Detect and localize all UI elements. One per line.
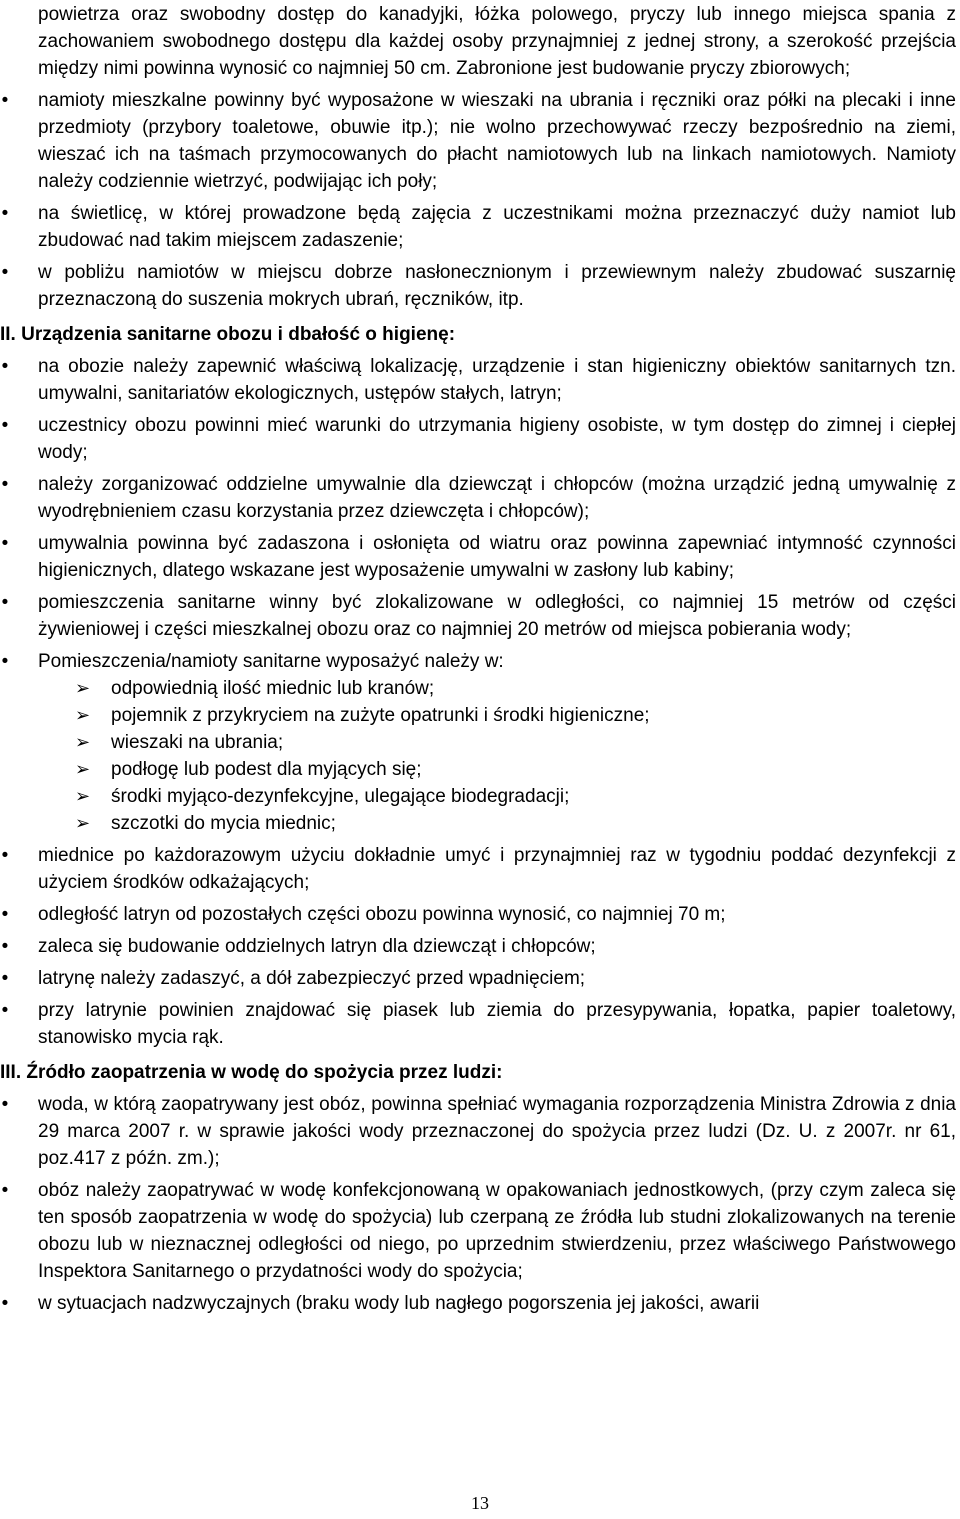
sublist-item: ➢ szczotki do mycia miednic; [111,810,956,837]
list-item-equipment [38,648,956,837]
list-item: • latrynę należy zadaszyć, a dół zabezpieczyć przed wpadnięciem; [38,965,956,992]
list-item: • na obozie należy zapewnić właściwą lokalizację, urządzenie i stan higieniczny obiektów sanitarnych tzn. umywalni, sanitariatów ekologicznych, ustępów stałych, latryn; [38,353,956,407]
list-item: • zaleca się budowanie oddzielnych latryn dla dziewcząt i chłopców; [38,933,956,960]
list-item: • namioty mieszkalne powinny być wyposażone w wieszaki na ubrania i ręczniki oraz półki na plecaki i inne przedmioty (przybory toaletowe, obuwie itp.); nie wolno przechowywać rzeczy bezpośrednio na ziemi, wieszać ich na taśmach przymocowanych do płacht namiotowych lub na linkach namiotowych. Namioty należy codziennie wietrzyć, podwijając ich poły; [38,87,956,195]
list-item: • na świetlicę, w której prowadzone będą zajęcia z uczestnikami można przeznaczyć duży namiot lub zbudować nad takim miejscem zadaszenie; [38,200,956,254]
list-item: • obóz należy zaopatrywać w wodę konfekcjonowaną w opakowaniach jednostkowych, (przy czym zaleca się ten sposób zaopatrzenia w wodę do spożycia) lub czerpaną ze źródła lub studni zlokalizowanych na terenie obozu lub w nieznacznej odległości od niego, po uprzednim stwierdzeniu, przez właściwego Państwowego Inspektora Sanitarnego o przydatności wody do spożycia; [38,1177,956,1285]
sanitary-rules-list [38,353,956,1051]
sublist-item: ➢ wieszaki na ubrania; [111,729,956,756]
list-item: • należy zorganizować oddzielne umywalnie dla dziewcząt i chłopców (można urządzić jedną umywalnię z wyodrębnieniem czasu korzystania przez dziewczęta i chłopców); [38,471,956,525]
sublist-item: ➢ pojemnik z przykryciem na zużyte opatrunki i środki higieniczne; [111,702,956,729]
list-item: • woda, w którą zaopatrywany jest obóz, powinna spełniać wymagania rozporządzenia Ministra Zdrowia z dnia 29 marca 2007 r. w sprawie jakości wody przeznaczonej do spożycia przez ludzi (Dz. U. z 2007r. nr 61, poz.417 z późn. zm.); [38,1091,956,1172]
sublist-item: ➢ środki myjąco-dezynfekcyjne, ulegające biodegradacji; [111,783,956,810]
equipment-intro: Pomieszczenia/namioty sanitarne wyposażyć należy w: [38,651,504,672]
sublist-item: ➢ odpowiednią ilość miednic lub kranów; [111,675,956,702]
section-heading-3: III. Źródło zaopatrzenia w wodę do spożycia przez ludzi: [0,1062,503,1083]
section-heading-2: II. Urządzenia sanitarne obozu i dbałość o higienę: [0,324,456,345]
list-item: • uczestnicy obozu powinni mieć warunki do utrzymania higieny osobiste, w tym dostęp do zimnej i ciepłej wody; [38,412,956,466]
equipment-sublist [38,675,956,837]
list-item: • w sytuacjach nadzwyczajnych (braku wody lub nagłego pogorszenia jej jakości, awarii [38,1290,956,1317]
list-item: • umywalnia powinna być zadaszona i osłonięta od wiatru oraz powinna zapewniać intymność czynności higienicznych, dlatego wskazane jest wyposażenie umywalni w zasłony lub kabiny; [38,530,956,584]
sublist-item: ➢ podłogę lub podest dla myjących się; [111,756,956,783]
page-number: 13 [471,1493,489,1513]
list-item: • odległość latryn od pozostałych części obozu powinna wynosić, co najmniej 70 m; [38,901,956,928]
tent-rules-list [38,87,956,313]
continuation-paragraph: powietrza oraz swobodny dostęp do kanadyjki, łóżka polowego, pryczy lub innego miejsca spania z zachowaniem swobodnego dostępu dla każdej osoby przynajmniej z jednej strony, a szerokość przejścia między nimi powinna wynosić co najmniej 50 cm. Zabronione jest budowanie pryczy zbiorowych; [38,4,956,79]
list-item: • przy latrynie powinien znajdować się piasek lub ziemia do przesypywania, łopatka, papier toaletowy, stanowisko mycia rąk. [38,997,956,1051]
list-item: • pomieszczenia sanitarne winny być zlokalizowane w odległości, co najmniej 15 metrów od części żywieniowej i części mieszkalnej obozu oraz co najmniej 20 metrów od miejsca pobierania wody; [38,589,956,643]
water-rules-list [38,1091,956,1317]
list-item: • w pobliżu namiotów w miejscu dobrze nasłonecznionym i przewiewnym należy zbudować suszarnię przeznaczoną do suszenia mokrych ubrań, ręczników, itp. [38,259,956,313]
list-item: • miednice po każdorazowym użyciu dokładnie umyć i przynajmniej raz w tygodniu poddać dezynfekcji z użyciem środków odkażających; [38,842,956,896]
